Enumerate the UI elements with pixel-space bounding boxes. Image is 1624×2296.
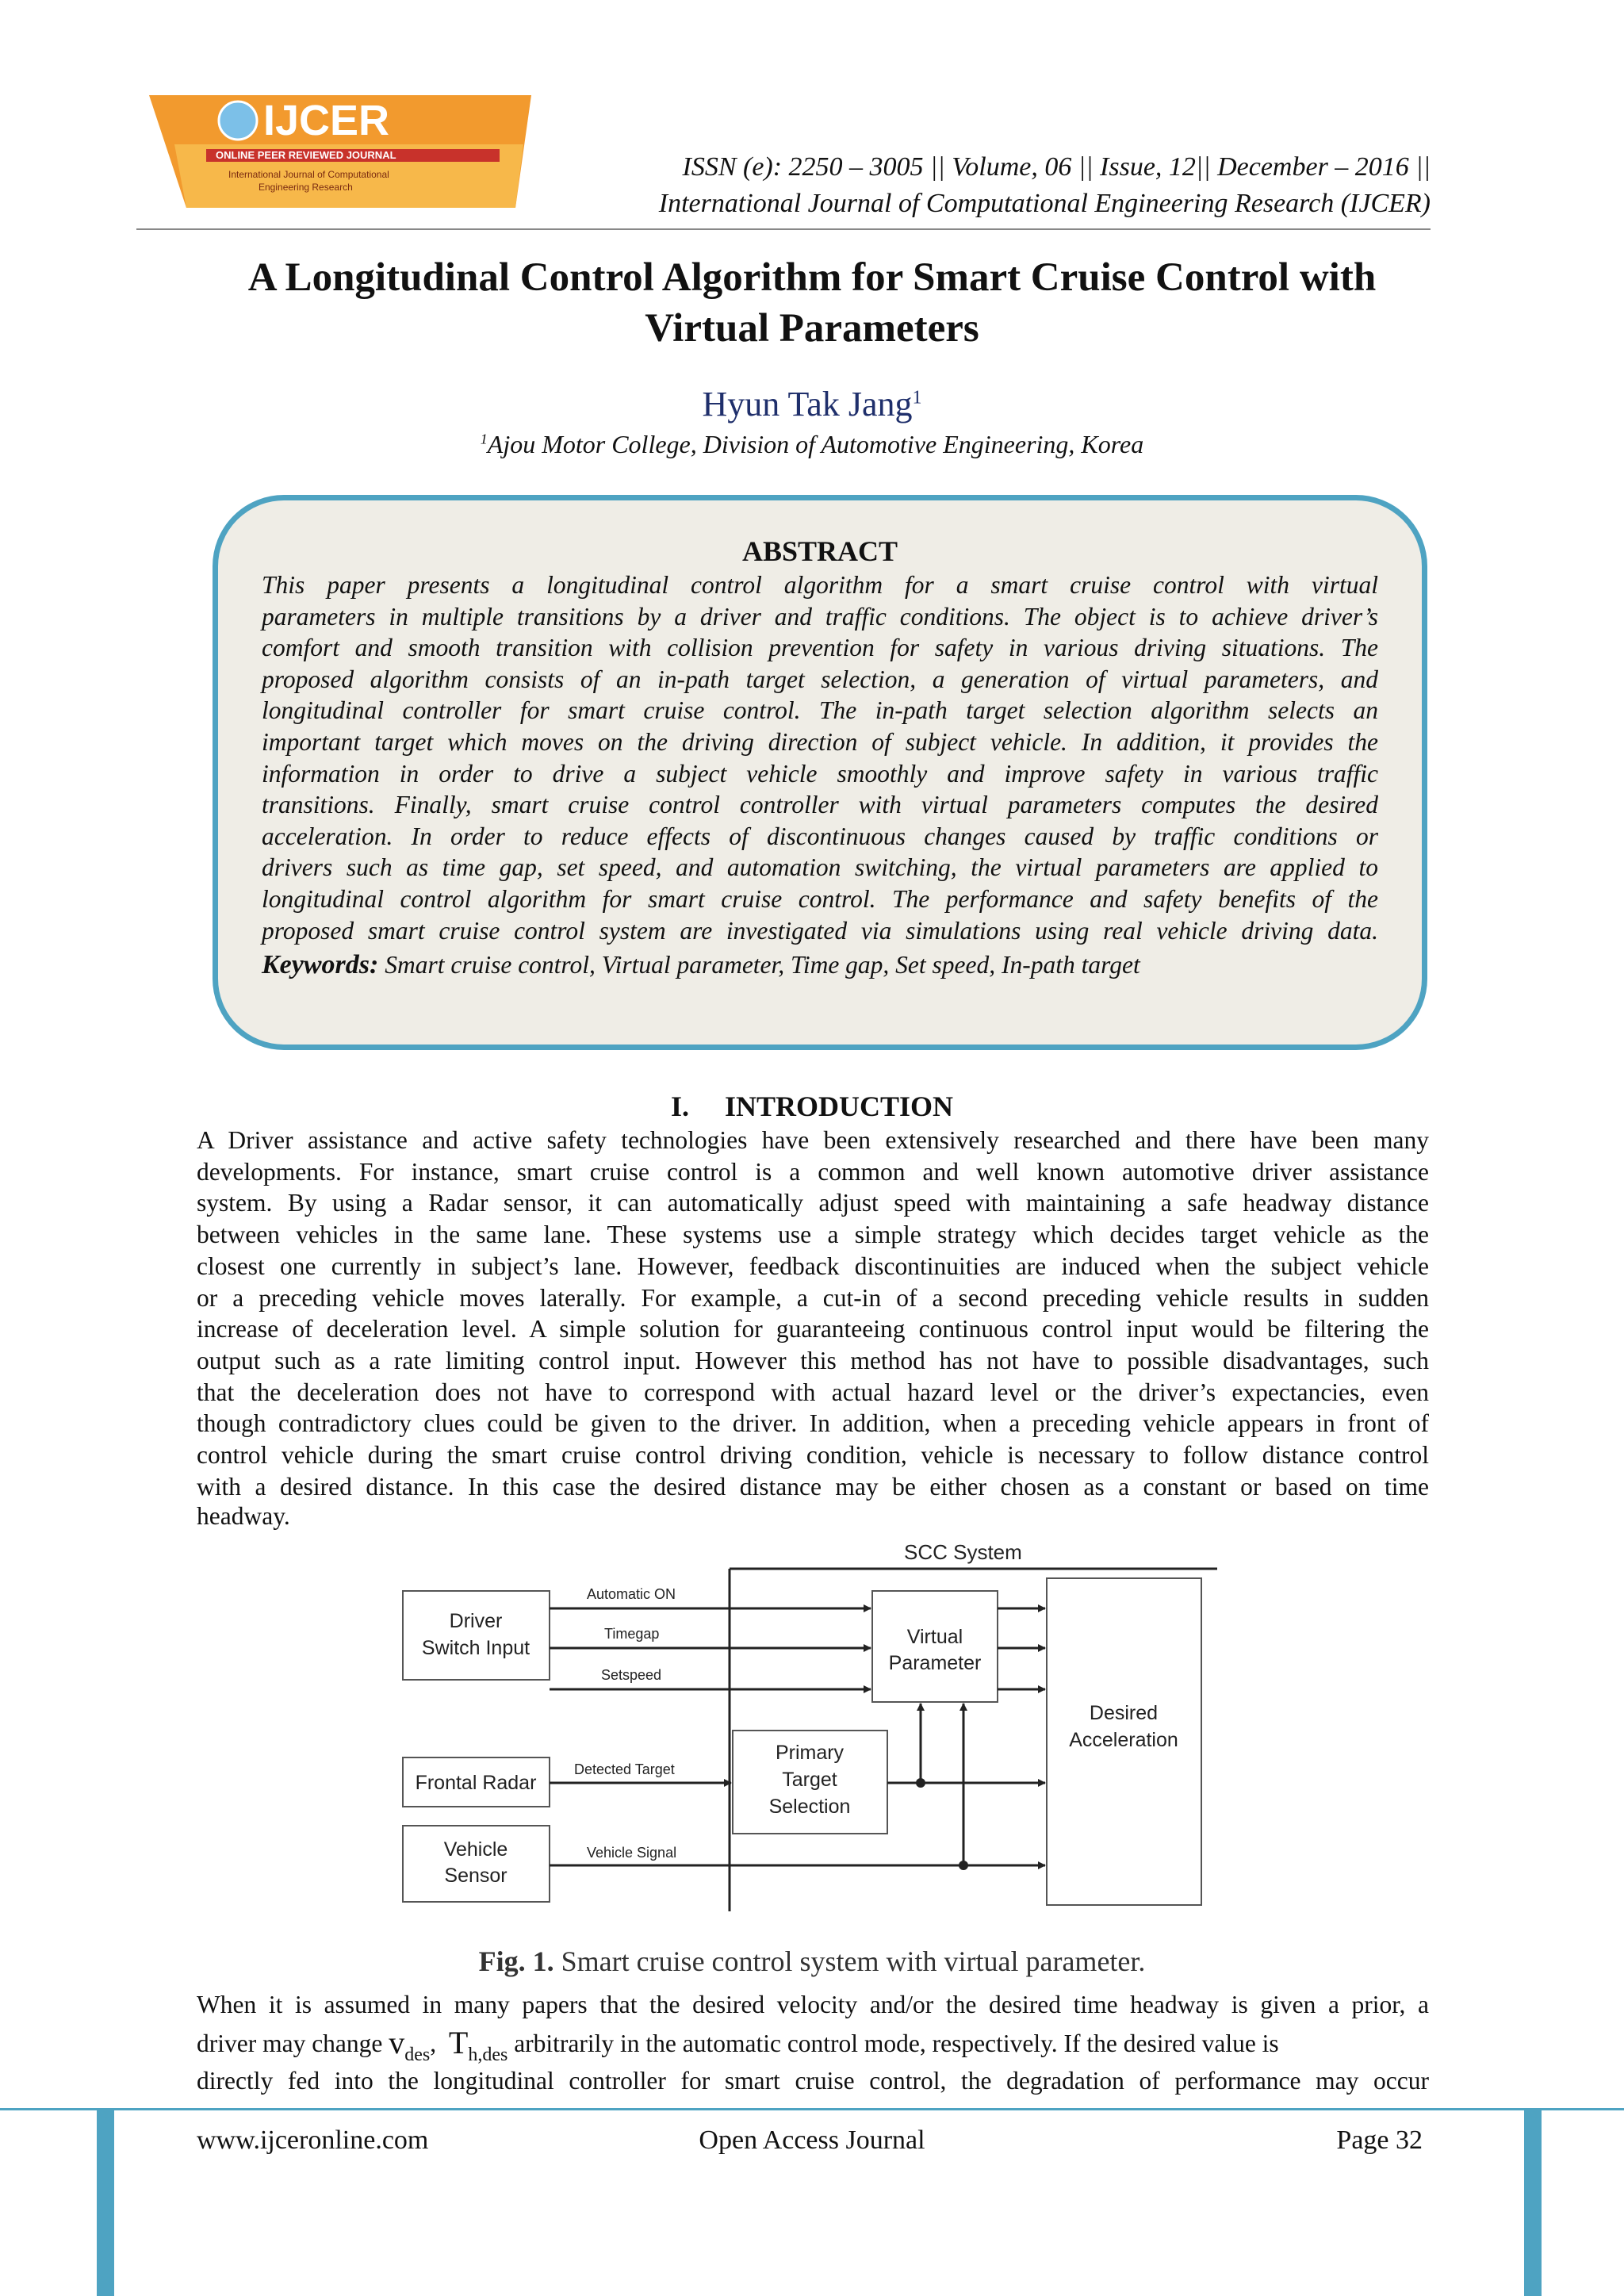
abstract-line: parameters in multiple transitions by a driver and traffic conditions. The object is to achieve driver’s — [262, 602, 1378, 631]
abstract-line: comfort and smooth transition with collision prevention for safety in various driving situations. The — [262, 634, 1378, 662]
abstract-line: important target which moves on the driving direction of subject vehicle. In addition, it provides the — [262, 727, 1378, 756]
primary-target-label-2: Target — [782, 1769, 837, 1791]
abstract-line: proposed algorithm consists of an in-path target selection, a generation of virtual parameters, and — [262, 665, 1378, 693]
intro-line: closest one currently in subject’s lane. However, feedback discontinuities are induced when the subject vehicle — [197, 1251, 1429, 1280]
driver-input-label-2: Switch Input — [421, 1637, 530, 1659]
scc-system-diagram — [381, 1531, 1269, 1919]
footer-right-bar — [1524, 2108, 1542, 2296]
abstract-line: This paper presents a longitudinal control algorithm for a smart cruise control with virtual — [262, 571, 1378, 599]
primary-target-label-1: Primary — [775, 1742, 845, 1764]
abstract-line: longitudinal control algorithm for smart cruise control. The performance and safety benefits of the — [262, 884, 1378, 913]
intro-line: between vehicles in the same lane. These systems use a simple strategy which decides target vehicle as the — [197, 1221, 1429, 1249]
affiliation-superscript: 1 — [480, 431, 488, 447]
abstract-heading: ABSTRACT — [741, 535, 898, 567]
virtual-parameter-label-2: Parameter — [888, 1652, 982, 1674]
author-name: Hyun Tak Jang — [702, 385, 913, 424]
keywords-text: Smart cruise control, Virtual parameter, Time gap, Set speed, In-path target — [385, 951, 1140, 979]
abstract-body — [262, 569, 1378, 946]
logo-tagline: ONLINE PEER REVIEWED JOURNAL — [216, 149, 396, 161]
intro-line: that the deceleration does not have to correspond with actual hazard level or the driver’s expectancies, even — [197, 1378, 1429, 1406]
footer-divider — [0, 2108, 1624, 2110]
signal-label-timegap: Timegap — [604, 1626, 660, 1642]
body-text: , — [430, 2030, 449, 2057]
signal-label-automatic-on: Automatic ON — [587, 1586, 676, 1602]
virtual-parameter-label-1: Virtual — [906, 1626, 963, 1648]
driver-switch-input-block — [403, 1591, 550, 1680]
header-divider — [136, 228, 1431, 230]
math-t-h-des: $T_{h,des}$ — [448, 2025, 508, 2065]
footer-page-number: Page 32 — [1336, 2125, 1423, 2155]
footer-center-text: Open Access Journal — [699, 2125, 925, 2155]
section-heading-introduction: I. INTRODUCTION — [670, 1091, 954, 1122]
figure-caption-label: Fig. 1. — [478, 1945, 554, 1977]
abstract-line: drivers such as time gap, set speed, and automation switching, the virtual parameters are applied to — [262, 853, 1378, 882]
vehicle-sensor-block — [403, 1826, 550, 1902]
primary-target-label-3: Selection — [768, 1796, 851, 1818]
intro-last-line: headway. — [197, 1502, 290, 1530]
frontal-radar-label: Frontal Radar — [415, 1772, 537, 1794]
footer-url-link[interactable]: www.ijceronline.com — [197, 2125, 429, 2155]
introduction-body — [197, 1125, 1429, 1502]
figure-caption — [159, 1945, 1465, 1978]
intro-line: system. By using a Radar sensor, it can automatically adjust speed with maintaining a safe headway distance — [197, 1189, 1429, 1217]
intro-line: with a desired distance. In this case the desired distance may be either chosen as a constant or based on time — [197, 1472, 1429, 1501]
intro-line: output such as a rate limiting control input. However this method has not have to possible disadvantages, such — [197, 1346, 1429, 1374]
logo-subtitle-line2: Engineering Research — [259, 182, 353, 193]
vehicle-sensor-label-2: Sensor — [444, 1865, 508, 1887]
issn-line: ISSN (e): 2250 – 3005 || Volume, 06 || Issue, 12|| December – 2016 || — [682, 152, 1431, 182]
desired-acceleration-label-1: Desired — [1089, 1702, 1159, 1724]
journal-logo — [143, 89, 539, 216]
intro-line: A Driver assistance and active safety technologies have been extensively researched and there have been many — [197, 1126, 1429, 1154]
vehicle-sensor-label-1: Vehicle — [443, 1838, 508, 1861]
intro-line: or a preceding vehicle moves laterally. For example, a cut-in of a second preceding vehicle results in sudden — [197, 1283, 1429, 1312]
signal-label-vehicle: Vehicle Signal — [587, 1845, 677, 1861]
affiliation — [159, 430, 1465, 459]
body-text: arbitrarily in the automatic control mode, respectively. If the desired value is — [508, 2030, 1279, 2057]
logo-name: IJCER — [263, 97, 390, 144]
abstract-line: longitudinal controller for smart cruise control. The in-path target selection algorithm selects an — [262, 696, 1378, 725]
affiliation-text: Ajou Motor College, Division of Automotive Engineering, Korea — [487, 430, 1144, 458]
math-v-des: $v_{des}$ — [389, 2025, 431, 2065]
journal-name: International Journal of Computational Engineering Research (IJCER) — [658, 189, 1431, 218]
title-line-2: Virtual Parameters — [645, 306, 979, 351]
body-line: When it is assumed in many papers that the desired velocity and/or the desired time headway is given a prior, a — [197, 1991, 1429, 2018]
abstract-line: transitions. Finally, smart cruise control controller with virtual parameters computes the desired — [262, 791, 1378, 819]
footer-left-bar — [97, 2108, 114, 2296]
author-superscript: 1 — [912, 387, 922, 408]
intro-line: control vehicle during the smart cruise control driving condition, vehicle is necessary to follow distance control — [197, 1441, 1429, 1470]
paper-title — [159, 252, 1465, 354]
logo-globe-icon — [219, 102, 257, 140]
abstract-line: acceleration. In order to reduce effects of discontinuous changes caused by traffic conditions or — [262, 822, 1378, 850]
scc-system-label: SCC System — [904, 1540, 1022, 1564]
keywords-label: Keywords: — [262, 950, 379, 979]
figure-caption-text: Smart cruise control system with virtual parameter. — [553, 1945, 1146, 1977]
author — [159, 384, 1465, 424]
driver-input-label-1: Driver — [449, 1610, 503, 1632]
logo-subtitle-line1: International Journal of Computational — [228, 169, 389, 180]
keywords — [262, 950, 1378, 980]
intro-line: developments. For instance, smart cruise control is a common and well known automotive driver assistance — [197, 1157, 1429, 1186]
body-text: driver may change — [197, 2030, 389, 2057]
desired-acceleration-label-2: Acceleration — [1069, 1729, 1178, 1751]
title-line-1: A Longitudinal Control Algorithm for Smart Cruise Control with — [247, 255, 1377, 300]
intro-line: though contradictory clues could be given to the driver. In addition, when a preceding vehicle appears in front of — [197, 1409, 1429, 1438]
abstract-line: information in order to drive a subject vehicle smoothly and improve safety in various traffic — [262, 759, 1378, 788]
signal-label-detected-target: Detected Target — [574, 1761, 675, 1777]
abstract-line: proposed smart cruise control system are investigated via simulations using real vehicle driving data. — [262, 916, 1378, 945]
signal-label-setspeed: Setspeed — [601, 1667, 662, 1683]
intro-line: increase of deceleration level. A simple solution for guaranteeing continuous control input would be filtering the — [197, 1315, 1429, 1343]
body-line: directly fed into the longitudinal controller for smart cruise control, the degradation of performance may occur — [197, 2067, 1429, 2095]
body-line-with-math — [197, 2024, 1429, 2066]
